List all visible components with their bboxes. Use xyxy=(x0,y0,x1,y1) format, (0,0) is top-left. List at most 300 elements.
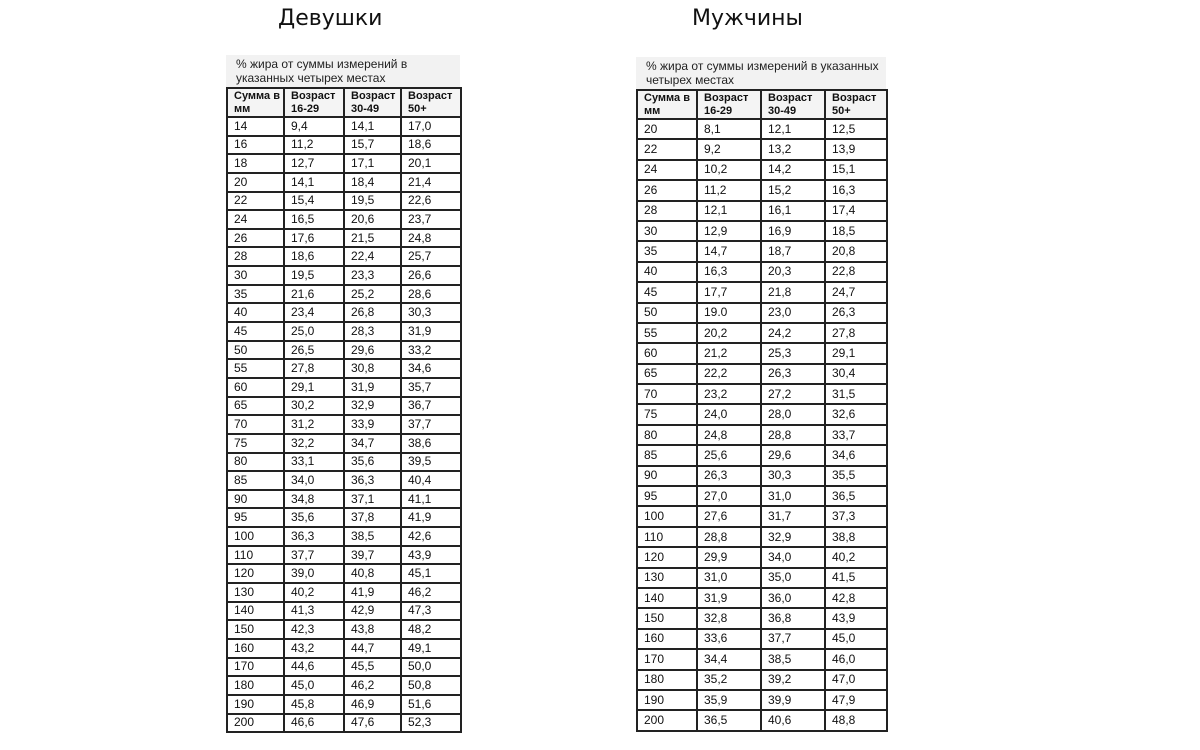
table-row xyxy=(227,378,461,397)
table-cell: 85 xyxy=(227,471,284,490)
table-row xyxy=(227,117,461,136)
table-cell: 130 xyxy=(227,583,284,602)
table-cell: 8,1 xyxy=(697,119,761,139)
table-row xyxy=(227,490,461,509)
men-table-panel xyxy=(636,57,886,732)
column-header: Возраст 16-29 xyxy=(284,88,344,117)
table-cell: 24,7 xyxy=(825,282,887,302)
table-cell: 50,0 xyxy=(401,658,461,677)
table-cell: 38,6 xyxy=(401,434,461,453)
table-row xyxy=(227,508,461,527)
table-cell: 39,0 xyxy=(284,564,344,583)
table-row xyxy=(227,527,461,546)
table-cell: 35,9 xyxy=(697,690,761,710)
column-header: Возраст 30-49 xyxy=(344,88,401,117)
table-cell: 28,6 xyxy=(401,285,461,304)
table-row xyxy=(637,547,887,567)
table-cell: 25,7 xyxy=(401,247,461,266)
table-row xyxy=(227,639,461,658)
table-cell: 34,4 xyxy=(697,649,761,669)
table-cell: 45,5 xyxy=(344,658,401,677)
table-cell: 44,7 xyxy=(344,639,401,658)
table-cell: 37,7 xyxy=(761,629,825,649)
table-cell: 95 xyxy=(637,486,697,506)
table-row xyxy=(227,676,461,695)
table-cell: 140 xyxy=(227,602,284,621)
table-cell: 35,7 xyxy=(401,378,461,397)
table-cell: 26,8 xyxy=(344,303,401,322)
table-cell: 20,6 xyxy=(344,210,401,229)
table-cell: 48,8 xyxy=(825,710,887,730)
table-cell: 34,8 xyxy=(284,490,344,509)
table-row xyxy=(227,266,461,285)
table-cell: 30 xyxy=(227,266,284,285)
table-cell: 36,5 xyxy=(825,486,887,506)
table-cell: 22,4 xyxy=(344,247,401,266)
table-cell: 39,9 xyxy=(761,690,825,710)
table-cell: 46,9 xyxy=(344,695,401,714)
table-cell: 18,6 xyxy=(401,136,461,155)
women-table-caption: % жира от суммы измерений в указанных четырех местах xyxy=(226,55,460,87)
table-cell: 36,3 xyxy=(344,471,401,490)
table-cell: 70 xyxy=(637,384,697,404)
table-cell: 40 xyxy=(637,262,697,282)
table-cell: 25,2 xyxy=(344,285,401,304)
table-cell: 21,2 xyxy=(697,343,761,363)
table-cell: 41,1 xyxy=(401,490,461,509)
table-row xyxy=(227,546,461,565)
table-cell: 36,5 xyxy=(697,710,761,730)
table-cell: 75 xyxy=(227,434,284,453)
table-cell: 140 xyxy=(637,588,697,608)
table-row xyxy=(227,415,461,434)
table-cell: 85 xyxy=(637,445,697,465)
men-body-fat-table xyxy=(636,89,888,732)
table-cell: 45,0 xyxy=(284,676,344,695)
table-row xyxy=(227,303,461,322)
table-cell: 12,1 xyxy=(761,119,825,139)
table-cell: 90 xyxy=(637,466,697,486)
table-cell: 11,2 xyxy=(697,180,761,200)
table-cell: 31,0 xyxy=(761,486,825,506)
table-row xyxy=(637,710,887,730)
table-cell: 39,7 xyxy=(344,546,401,565)
table-cell: 90 xyxy=(227,490,284,509)
table-cell: 35,6 xyxy=(284,508,344,527)
table-cell: 130 xyxy=(637,568,697,588)
table-cell: 200 xyxy=(227,714,284,733)
table-cell: 13,9 xyxy=(825,139,887,159)
table-row xyxy=(637,180,887,200)
table-row xyxy=(637,445,887,465)
table-cell: 31,9 xyxy=(401,322,461,341)
table-row xyxy=(227,154,461,173)
table-row xyxy=(637,364,887,384)
table-cell: 40,4 xyxy=(401,471,461,490)
table-header-row xyxy=(227,88,461,117)
table-row xyxy=(227,471,461,490)
table-cell: 26,6 xyxy=(401,266,461,285)
table-cell: 25,3 xyxy=(761,343,825,363)
table-cell: 44,6 xyxy=(284,658,344,677)
table-cell: 95 xyxy=(227,508,284,527)
table-cell: 47,6 xyxy=(344,714,401,733)
table-cell: 45,8 xyxy=(284,695,344,714)
table-cell: 27,0 xyxy=(697,486,761,506)
table-cell: 51,6 xyxy=(401,695,461,714)
table-cell: 31,5 xyxy=(825,384,887,404)
table-cell: 48,2 xyxy=(401,620,461,639)
table-cell: 38,5 xyxy=(344,527,401,546)
table-cell: 65 xyxy=(637,364,697,384)
table-cell: 31,9 xyxy=(344,378,401,397)
table-cell: 9,4 xyxy=(284,117,344,136)
table-row xyxy=(227,359,461,378)
table-row xyxy=(227,620,461,639)
table-cell: 20,8 xyxy=(825,241,887,261)
table-cell: 14,1 xyxy=(344,117,401,136)
column-header: Возраст 50+ xyxy=(825,90,887,119)
table-cell: 23,2 xyxy=(697,384,761,404)
table-cell: 33,6 xyxy=(697,629,761,649)
table-cell: 170 xyxy=(227,658,284,677)
table-row xyxy=(637,404,887,424)
table-row xyxy=(637,384,887,404)
table-cell: 42,8 xyxy=(825,588,887,608)
table-row xyxy=(227,434,461,453)
table-cell: 26,3 xyxy=(761,364,825,384)
table-cell: 32,9 xyxy=(761,527,825,547)
table-cell: 16 xyxy=(227,136,284,155)
table-cell: 30 xyxy=(637,221,697,241)
table-cell: 150 xyxy=(227,620,284,639)
table-row xyxy=(637,629,887,649)
table-cell: 29,1 xyxy=(825,343,887,363)
table-cell: 190 xyxy=(227,695,284,714)
table-cell: 55 xyxy=(637,323,697,343)
table-cell: 17,6 xyxy=(284,229,344,248)
table-cell: 22,6 xyxy=(401,192,461,211)
table-row xyxy=(637,690,887,710)
table-cell: 32,6 xyxy=(825,404,887,424)
table-cell: 22 xyxy=(637,139,697,159)
table-cell: 47,0 xyxy=(825,670,887,690)
table-cell: 45 xyxy=(227,322,284,341)
table-cell: 37,3 xyxy=(825,506,887,526)
table-cell: 41,3 xyxy=(284,602,344,621)
table-cell: 21,6 xyxy=(284,285,344,304)
table-row xyxy=(227,453,461,472)
table-row xyxy=(227,583,461,602)
men-table-caption: % жира от суммы измерений в указанных четырех местах xyxy=(636,57,886,89)
table-cell: 13,2 xyxy=(761,139,825,159)
table-cell: 12,7 xyxy=(284,154,344,173)
table-cell: 15,4 xyxy=(284,192,344,211)
table-row xyxy=(637,282,887,302)
table-cell: 36,7 xyxy=(401,397,461,416)
table-cell: 25,0 xyxy=(284,322,344,341)
table-cell: 22 xyxy=(227,192,284,211)
table-cell: 29,9 xyxy=(697,547,761,567)
table-cell: 14,7 xyxy=(697,241,761,261)
table-row xyxy=(637,506,887,526)
table-row xyxy=(227,210,461,229)
table-row xyxy=(227,247,461,266)
table-cell: 16,5 xyxy=(284,210,344,229)
table-cell: 27,8 xyxy=(284,359,344,378)
table-cell: 120 xyxy=(637,547,697,567)
table-cell: 100 xyxy=(227,527,284,546)
table-cell: 47,9 xyxy=(825,690,887,710)
table-cell: 34,6 xyxy=(401,359,461,378)
women-body-fat-table xyxy=(226,87,462,733)
table-cell: 16,3 xyxy=(825,180,887,200)
table-cell: 180 xyxy=(227,676,284,695)
table-cell: 32,9 xyxy=(344,397,401,416)
table-row xyxy=(637,323,887,343)
table-cell: 14 xyxy=(227,117,284,136)
table-cell: 110 xyxy=(637,527,697,547)
table-cell: 19,5 xyxy=(344,192,401,211)
table-cell: 30,2 xyxy=(284,397,344,416)
table-cell: 34,6 xyxy=(825,445,887,465)
table-cell: 46,0 xyxy=(825,649,887,669)
table-cell: 38,8 xyxy=(825,527,887,547)
table-cell: 24 xyxy=(637,160,697,180)
table-cell: 20,3 xyxy=(761,262,825,282)
table-cell: 43,2 xyxy=(284,639,344,658)
table-cell: 26 xyxy=(637,180,697,200)
table-row xyxy=(227,136,461,155)
table-cell: 37,7 xyxy=(401,415,461,434)
table-cell: 33,1 xyxy=(284,453,344,472)
table-row xyxy=(637,262,887,282)
table-cell: 35,2 xyxy=(697,670,761,690)
table-row xyxy=(637,466,887,486)
table-row xyxy=(637,486,887,506)
table-cell: 35 xyxy=(227,285,284,304)
table-cell: 17,7 xyxy=(697,282,761,302)
table-cell: 32,2 xyxy=(284,434,344,453)
table-row xyxy=(637,119,887,139)
table-cell: 43,8 xyxy=(344,620,401,639)
table-cell: 37,1 xyxy=(344,490,401,509)
table-cell: 31,0 xyxy=(697,568,761,588)
table-cell: 65 xyxy=(227,397,284,416)
women-title: Девушки xyxy=(278,6,383,31)
table-cell: 40,6 xyxy=(761,710,825,730)
table-cell: 41,9 xyxy=(401,508,461,527)
table-cell: 200 xyxy=(637,710,697,730)
table-cell: 190 xyxy=(637,690,697,710)
table-cell: 42,3 xyxy=(284,620,344,639)
table-cell: 42,9 xyxy=(344,602,401,621)
table-cell: 23,0 xyxy=(761,303,825,323)
table-row xyxy=(637,670,887,690)
table-cell: 43,9 xyxy=(401,546,461,565)
table-cell: 21,8 xyxy=(761,282,825,302)
table-row xyxy=(637,568,887,588)
table-cell: 45 xyxy=(637,282,697,302)
table-row xyxy=(227,564,461,583)
table-row xyxy=(227,322,461,341)
table-cell: 27,8 xyxy=(825,323,887,343)
column-header: Сумма в мм xyxy=(227,88,284,117)
table-cell: 18,4 xyxy=(344,173,401,192)
table-cell: 10,2 xyxy=(697,160,761,180)
table-cell: 160 xyxy=(227,639,284,658)
table-cell: 46,2 xyxy=(344,676,401,695)
table-cell: 14,1 xyxy=(284,173,344,192)
table-cell: 28,3 xyxy=(344,322,401,341)
table-cell: 16,1 xyxy=(761,201,825,221)
table-cell: 20 xyxy=(637,119,697,139)
table-row xyxy=(227,285,461,304)
table-cell: 24,8 xyxy=(401,229,461,248)
table-cell: 31,9 xyxy=(697,588,761,608)
table-cell: 14,2 xyxy=(761,160,825,180)
table-cell: 20,2 xyxy=(697,323,761,343)
table-cell: 35,5 xyxy=(825,466,887,486)
table-cell: 42,6 xyxy=(401,527,461,546)
table-cell: 33,9 xyxy=(344,415,401,434)
table-cell: 36,3 xyxy=(284,527,344,546)
table-cell: 80 xyxy=(227,453,284,472)
table-row xyxy=(227,695,461,714)
column-header: Возраст 16-29 xyxy=(697,90,761,119)
column-header: Возраст 50+ xyxy=(401,88,461,117)
table-cell: 43,9 xyxy=(825,608,887,628)
table-row xyxy=(637,160,887,180)
table-cell: 50,8 xyxy=(401,676,461,695)
table-cell: 18,6 xyxy=(284,247,344,266)
table-row xyxy=(637,608,887,628)
column-header: Сумма в мм xyxy=(637,90,697,119)
table-cell: 30,3 xyxy=(761,466,825,486)
table-cell: 34,7 xyxy=(344,434,401,453)
table-cell: 28,0 xyxy=(761,404,825,424)
table-cell: 37,7 xyxy=(284,546,344,565)
table-cell: 18,5 xyxy=(825,221,887,241)
table-row xyxy=(637,649,887,669)
table-cell: 52,3 xyxy=(401,714,461,733)
table-cell: 29,6 xyxy=(344,341,401,360)
table-cell: 22,2 xyxy=(697,364,761,384)
table-cell: 35 xyxy=(637,241,697,261)
table-cell: 32,8 xyxy=(697,608,761,628)
table-cell: 23,7 xyxy=(401,210,461,229)
table-cell: 30,4 xyxy=(825,364,887,384)
table-row xyxy=(227,397,461,416)
table-cell: 50 xyxy=(227,341,284,360)
table-row xyxy=(227,658,461,677)
table-cell: 29,1 xyxy=(284,378,344,397)
table-cell: 27,2 xyxy=(761,384,825,404)
table-cell: 33,2 xyxy=(401,341,461,360)
table-cell: 12,5 xyxy=(825,119,887,139)
table-cell: 20 xyxy=(227,173,284,192)
table-cell: 41,5 xyxy=(825,568,887,588)
table-cell: 16,3 xyxy=(697,262,761,282)
table-cell: 9,2 xyxy=(697,139,761,159)
table-cell: 27,6 xyxy=(697,506,761,526)
table-cell: 35,6 xyxy=(344,453,401,472)
table-cell: 23,4 xyxy=(284,303,344,322)
table-cell: 37,8 xyxy=(344,508,401,527)
table-cell: 18,7 xyxy=(761,241,825,261)
table-cell: 29,6 xyxy=(761,445,825,465)
table-cell: 30,3 xyxy=(401,303,461,322)
table-cell: 26,5 xyxy=(284,341,344,360)
table-cell: 60 xyxy=(227,378,284,397)
table-cell: 18 xyxy=(227,154,284,173)
table-cell: 120 xyxy=(227,564,284,583)
table-row xyxy=(227,229,461,248)
table-cell: 28 xyxy=(227,247,284,266)
table-cell: 39,5 xyxy=(401,453,461,472)
table-cell: 12,1 xyxy=(697,201,761,221)
table-cell: 21,5 xyxy=(344,229,401,248)
table-cell: 36,8 xyxy=(761,608,825,628)
table-cell: 24 xyxy=(227,210,284,229)
table-cell: 45,0 xyxy=(825,629,887,649)
table-row xyxy=(637,527,887,547)
table-row xyxy=(637,425,887,445)
table-cell: 170 xyxy=(637,649,697,669)
table-cell: 41,9 xyxy=(344,583,401,602)
table-cell: 24,8 xyxy=(697,425,761,445)
table-cell: 36,0 xyxy=(761,588,825,608)
table-cell: 23,3 xyxy=(344,266,401,285)
table-cell: 15,2 xyxy=(761,180,825,200)
table-cell: 15,7 xyxy=(344,136,401,155)
table-header-row xyxy=(637,90,887,119)
table-cell: 45,1 xyxy=(401,564,461,583)
table-cell: 15,1 xyxy=(825,160,887,180)
table-cell: 24,0 xyxy=(697,404,761,424)
table-row xyxy=(637,303,887,323)
table-cell: 28,8 xyxy=(761,425,825,445)
table-cell: 19.0 xyxy=(697,303,761,323)
table-cell: 60 xyxy=(637,343,697,363)
table-row xyxy=(227,341,461,360)
table-cell: 180 xyxy=(637,670,697,690)
column-header: Возраст 30-49 xyxy=(761,90,825,119)
table-row xyxy=(227,192,461,211)
table-row xyxy=(637,201,887,221)
table-cell: 35,0 xyxy=(761,568,825,588)
table-row xyxy=(637,139,887,159)
table-cell: 40,2 xyxy=(284,583,344,602)
table-cell: 39,2 xyxy=(761,670,825,690)
table-cell: 21,4 xyxy=(401,173,461,192)
table-cell: 70 xyxy=(227,415,284,434)
table-cell: 17,0 xyxy=(401,117,461,136)
table-cell: 100 xyxy=(637,506,697,526)
table-cell: 50 xyxy=(637,303,697,323)
table-cell: 46,2 xyxy=(401,583,461,602)
table-cell: 22,8 xyxy=(825,262,887,282)
table-cell: 110 xyxy=(227,546,284,565)
table-cell: 28,8 xyxy=(697,527,761,547)
table-cell: 31,2 xyxy=(284,415,344,434)
table-cell: 25,6 xyxy=(697,445,761,465)
table-cell: 40,8 xyxy=(344,564,401,583)
table-cell: 30,8 xyxy=(344,359,401,378)
table-cell: 28 xyxy=(637,201,697,221)
table-cell: 46,6 xyxy=(284,714,344,733)
table-row xyxy=(637,343,887,363)
